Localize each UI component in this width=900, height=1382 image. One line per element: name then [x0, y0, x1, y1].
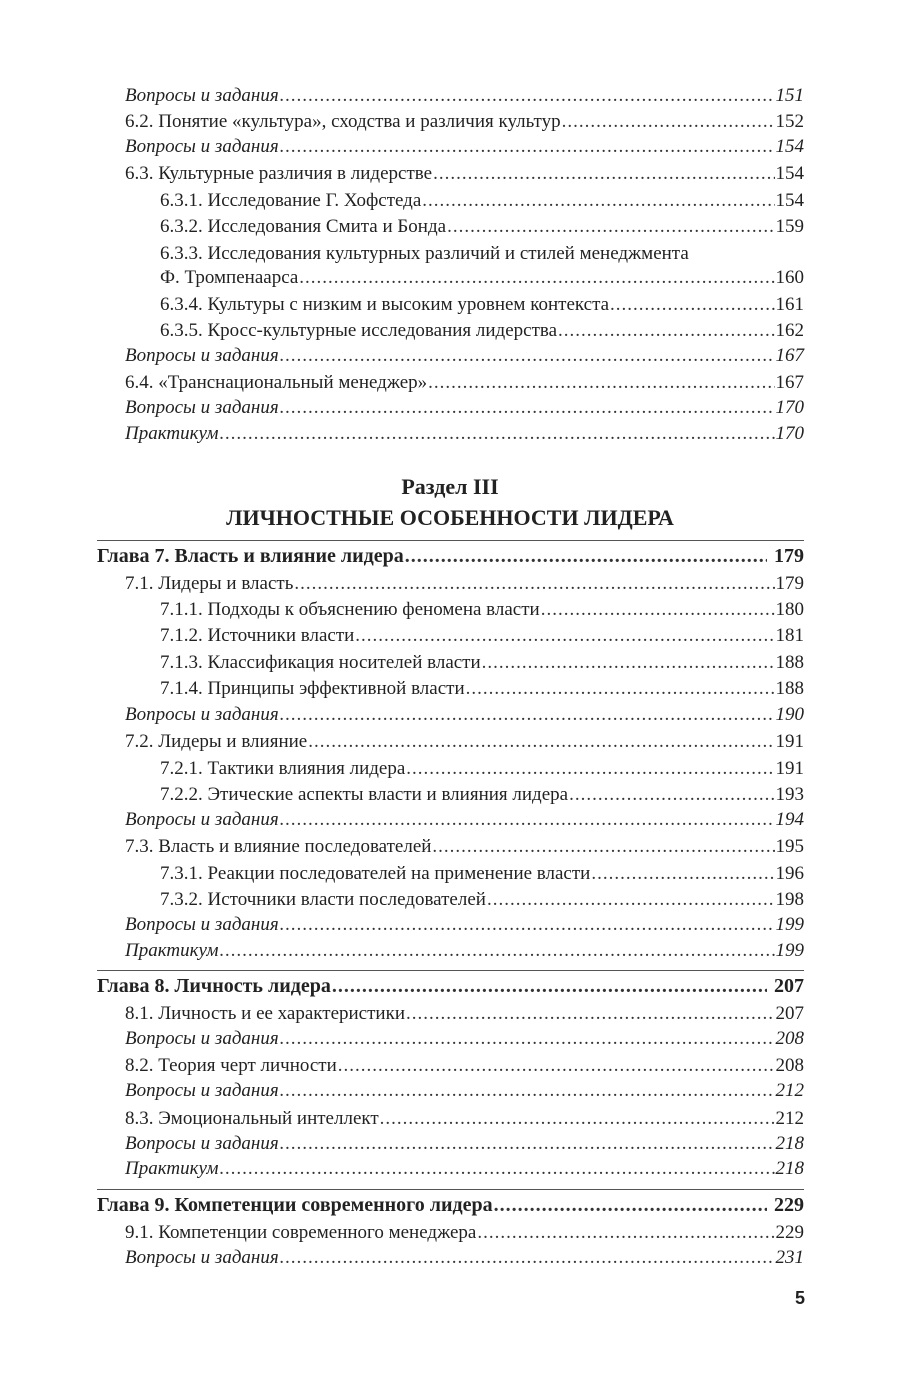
- toc-entry-page: 195: [775, 836, 804, 857]
- toc-entry-title: 7.1.4. Принципы эффективной власти: [160, 678, 465, 699]
- toc-entry-title: 7.3. Власть и влияние последователей: [125, 836, 432, 857]
- toc-entry-page: 154: [775, 163, 804, 184]
- chapter-page: 229: [774, 1194, 804, 1216]
- toc-entry: [125, 1106, 804, 1132]
- toc-entry-page: 199: [775, 940, 804, 961]
- toc-entry: [160, 756, 804, 782]
- toc-entry-title: 7.3.2. Источники власти последователей: [160, 889, 486, 910]
- toc-entry: [160, 318, 804, 344]
- toc-entry-title: Вопросы и задания: [125, 136, 279, 157]
- toc-entry-page: 193: [775, 784, 804, 805]
- toc-entry: [160, 292, 804, 318]
- toc-entry-page: 180: [775, 599, 804, 620]
- toc-entry: [160, 188, 804, 214]
- toc-entry: [125, 702, 804, 728]
- page-number: 5: [794, 1288, 805, 1308]
- toc-entry-title: Практикум: [125, 423, 219, 444]
- toc-entry-title: Вопросы и задания: [125, 1080, 279, 1101]
- toc-entry-page: 160: [775, 267, 804, 288]
- toc-entry-title: 8.1. Личность и ее характеристики: [125, 1003, 405, 1024]
- toc-entry: [125, 421, 804, 447]
- toc-entry: [125, 1131, 804, 1157]
- toc-entry: [125, 134, 804, 160]
- toc-entry: [160, 265, 804, 291]
- toc-entry-title: 7.1. Лидеры и власть: [125, 573, 294, 594]
- toc-entry: [160, 676, 804, 702]
- toc-entry-page: 199: [775, 914, 804, 935]
- toc-entry-page: 218: [775, 1158, 804, 1179]
- chapter-heading: [97, 1192, 804, 1218]
- toc-entry-page: 207: [775, 1003, 804, 1024]
- toc-entry-page: 170: [775, 423, 804, 444]
- toc-entry: [125, 834, 804, 860]
- toc-entry-title: 7.2. Лидеры и влияние: [125, 731, 308, 752]
- toc-entry: [125, 83, 804, 109]
- toc-entry: [125, 343, 804, 369]
- toc-entry-title: 7.1.1. Подходы к объяснению феномена власти: [160, 599, 540, 620]
- toc-entry-page: 152: [775, 111, 804, 132]
- toc-entry: [160, 861, 804, 887]
- toc-entry-title: Вопросы и задания: [125, 85, 279, 106]
- toc-entry-title: 8.3. Эмоциональный интеллект: [125, 1108, 379, 1129]
- toc-entry-page: 191: [775, 731, 804, 752]
- toc-entry: [125, 395, 804, 421]
- chapter-divider: [97, 540, 804, 541]
- toc-entry-title: 6.3.1. Исследование Г. Хофстеда: [160, 190, 422, 211]
- toc-entry: [125, 912, 804, 938]
- chapter-heading: [97, 543, 804, 569]
- toc-entry-title: Вопросы и задания: [125, 1247, 279, 1268]
- chapter-title: Глава 8. Личность лидера: [97, 975, 331, 997]
- toc-entry-page: 212: [775, 1108, 804, 1129]
- toc-entry: [125, 370, 804, 396]
- toc-entry-page: 218: [775, 1133, 804, 1154]
- toc-entry-title-line1: 6.3.3. Исследования культурных различий и стилей менеджмента: [160, 243, 689, 264]
- section-label: Раздел III: [401, 474, 499, 499]
- toc-entry: [125, 1156, 804, 1182]
- toc-entry: [160, 597, 804, 623]
- toc-entry-page: 188: [775, 678, 804, 699]
- toc-entry-title: Вопросы и задания: [125, 704, 279, 725]
- toc-entry-title: 7.1.2. Источники власти: [160, 625, 355, 646]
- toc-entry-page: 159: [775, 216, 804, 237]
- toc-entry-title: Практикум: [125, 940, 219, 961]
- toc-entry-title: 8.2. Теория черт личности: [125, 1055, 337, 1076]
- toc-entry-title: 6.4. «Транснациональный менеджер»: [125, 372, 428, 393]
- toc-entry-title: 6.3.4. Культуры с низким и высоким уровнем контекста: [160, 294, 610, 315]
- toc-entry: [125, 1026, 804, 1052]
- toc-entry-title: Ф. Тромпенаарса: [160, 267, 299, 288]
- toc-entry: [125, 807, 804, 833]
- toc-entry-page: 161: [775, 294, 804, 315]
- toc-entry: [160, 650, 804, 676]
- toc-entry-page: 162: [775, 320, 804, 341]
- toc-entry: [125, 938, 804, 964]
- toc-entry: [160, 887, 804, 913]
- toc-entry: [160, 623, 804, 649]
- chapter-page: 179: [774, 545, 804, 567]
- toc-entry-page: 154: [775, 190, 804, 211]
- chapter-title: Глава 9. Компетенции современного лидера: [97, 1194, 493, 1216]
- toc-entry-title: Вопросы и задания: [125, 914, 279, 935]
- toc-entry-title: Вопросы и задания: [125, 809, 279, 830]
- toc-entry-page: 179: [775, 573, 804, 594]
- toc-entry-page: 231: [775, 1247, 804, 1268]
- toc-entry-page: 167: [775, 372, 804, 393]
- toc-entry-title: 9.1. Компетенции современного менеджера: [125, 1222, 477, 1243]
- toc-entry: [160, 782, 804, 808]
- toc-entry-page: 181: [775, 625, 804, 646]
- toc-entry-title: Вопросы и задания: [125, 345, 279, 366]
- toc-entry-title: 6.2. Понятие «культура», сходства и различия культур: [125, 111, 561, 132]
- toc-entry-page: 188: [775, 652, 804, 673]
- toc-entry: [125, 109, 804, 135]
- toc-entry-page: 196: [775, 863, 804, 884]
- toc-entry-page: 151: [775, 85, 804, 106]
- toc-entry-title: Вопросы и задания: [125, 1028, 279, 1049]
- toc-entry-page: 167: [775, 345, 804, 366]
- toc-entry-page: 229: [775, 1222, 804, 1243]
- toc-entry: [160, 214, 804, 240]
- toc-entry-page: 212: [775, 1080, 804, 1101]
- chapter-title: Глава 7. Власть и влияние лидера: [97, 545, 404, 567]
- toc-entry-page: 194: [775, 809, 804, 830]
- toc-entry-title: Практикум: [125, 1158, 219, 1179]
- toc-entry-page: 198: [775, 889, 804, 910]
- toc-entry-title: 7.3.1. Реакции последователей на применение власти: [160, 863, 591, 884]
- toc-entry-title: 6.3. Культурные различия в лидерстве: [125, 163, 433, 184]
- toc-entry: [125, 1053, 804, 1079]
- toc-entry: [125, 1245, 804, 1271]
- toc-entry: [125, 729, 804, 755]
- chapter-heading: [97, 973, 804, 999]
- toc-entry: [125, 1078, 804, 1104]
- section-title: ЛИЧНОСТНЫЕ ОСОБЕННОСТИ ЛИДЕРА: [226, 505, 674, 530]
- toc-entry: [125, 571, 804, 597]
- toc-entry-page: 191: [775, 758, 804, 779]
- chapter-page: 207: [774, 975, 804, 997]
- toc-entry-title: 6.3.5. Кросс-культурные исследования лидерства: [160, 320, 558, 341]
- toc-entry-title: 7.1.3. Классификация носителей власти: [160, 652, 481, 673]
- toc-entry-title: 7.2.1. Тактики влияния лидера: [160, 758, 406, 779]
- toc-entry-page: 190: [775, 704, 804, 725]
- toc-entry-title: Вопросы и задания: [125, 397, 279, 418]
- chapter-divider: [97, 970, 804, 971]
- toc-entry-title: 7.2.2. Этические аспекты власти и влияния лидера: [160, 784, 569, 805]
- toc-entry: [125, 1001, 804, 1027]
- toc-entry-page: 208: [775, 1055, 804, 1076]
- toc-entry: [125, 1220, 804, 1246]
- toc-entry-page: 170: [775, 397, 804, 418]
- toc-entry-title: 6.3.2. Исследования Смита и Бонда: [160, 216, 447, 237]
- toc-entry: [125, 161, 804, 187]
- toc-entry-page: 154: [775, 136, 804, 157]
- chapter-divider: [97, 1189, 804, 1190]
- toc-entry-title: Вопросы и задания: [125, 1133, 279, 1154]
- toc-entry-page: 208: [775, 1028, 804, 1049]
